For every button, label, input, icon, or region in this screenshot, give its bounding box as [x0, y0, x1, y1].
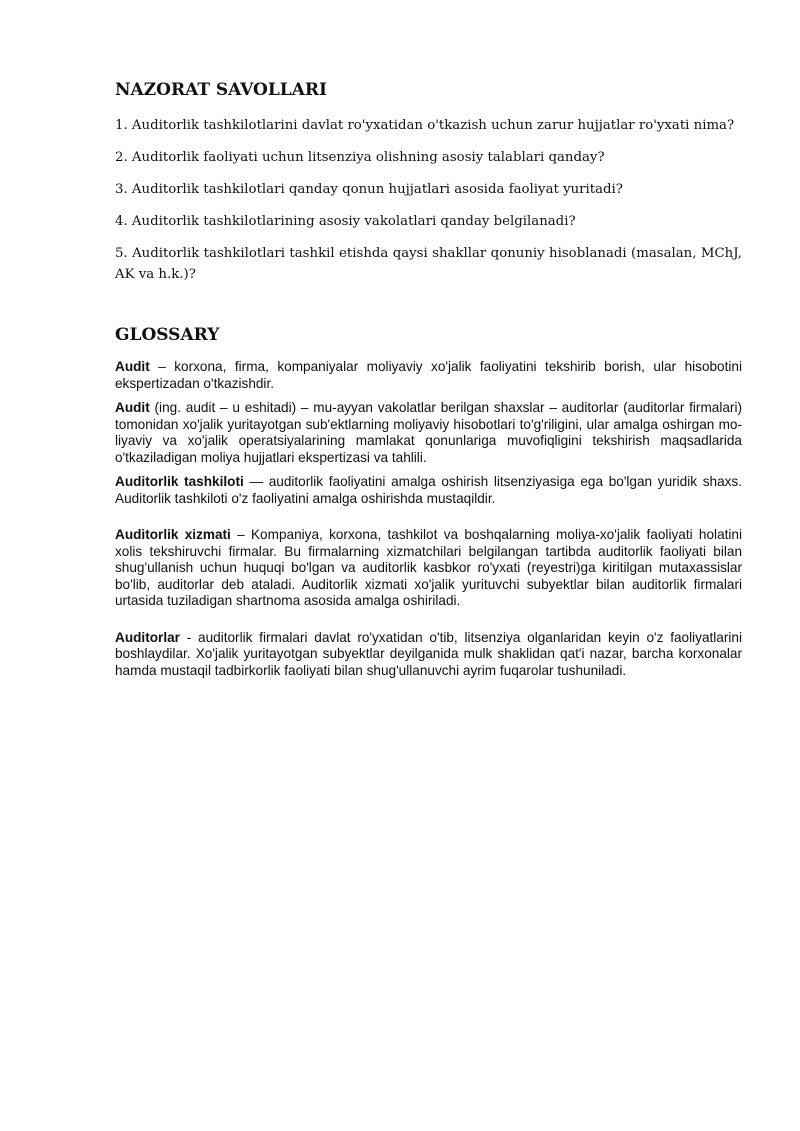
glossary-definition: - auditorlik firmalari davlat ro'yxatidan o'tib, litsenziya olganlaridan keyin o'z faoliyatlarini boshlaydilar. Xo'jalik yuritayotgan subyektlar deyilganida mulk shaklidan qat'i nazar, barcha korxonalar hamda mustaqil tadbirkorlik faoliyati bilan shug'ullanuvchi ayrim fuqarolar tushuniladi.	[115, 629, 742, 678]
question-item: 1. Auditorlik tashkilotlarini davlat ro'yxatidan o'tkazish uchun zarur hujjatlar ro'yxati nima?	[115, 118, 735, 133]
glossary-term: Audit	[115, 400, 150, 415]
glossary-entry	[115, 400, 742, 466]
glossary-entry	[115, 527, 742, 610]
glossary-term: Auditorlik tashkiloti	[115, 474, 244, 489]
glossary-definition: – Kompaniya, korxona, tashkilot va boshqalarning moliya-xo'jalik faoliyati holatini xolis tekshiruvchi firmalar. Bu firmalarning xizmatchilari belgilangan tartibda auditorlik faoliyati bilan shug'ullanish uchun huquqi bo'lgan va auditorlik kasbkor ro'yxati (reyestri)ga kiritilgan mutaxassislar bo'lib, auditorlar deb ataladi. Auditorlik xizmati xo'jalik yurituvchi subyektlar bilan auditorlik firmalari urtasida tuziladigan shartnoma asosida amalga oshiriladi.	[115, 527, 743, 608]
glossary-definition: (ing. audit – u eshitadi) – mu-ayyan vakolatlar berilgan shaxslar – auditorlar (auditorlar firmalari) tomonidan xo'jalik yuritayotgan sub'ektlarning moliyaviy hisobotlari to'g'riligini, ular amalga oshirgan mo-liyaviy va xo'jalik operatsiyalarining mamlakat qonunlariga muvofiqligini tekshirish maqsadlarida o'tkaziladigan moliya hujjatlari ekspertizasi va tahlili.	[115, 400, 742, 465]
glossary-entry	[115, 630, 742, 680]
question-item: 5. Auditorlik tashkilotlari tashkil etishda qaysi shakllar qonuniy hisoblanadi (masalan, MChJ, AK va h.k.)?	[115, 246, 742, 282]
glossary-entry	[115, 359, 742, 392]
question-item: 2. Auditorlik faoliyati uchun litsenziya olishning asosiy talablari qanday?	[115, 150, 605, 165]
glossary-list	[115, 359, 742, 679]
glossary-term: Auditorlar	[115, 629, 180, 645]
glossary-term: Auditorlik xizmati	[115, 527, 231, 542]
question-item: 3. Auditorlik tashkilotlari qanday qonun hujjatlari asosida faoliyat yuritadi?	[115, 182, 623, 197]
glossary-term: Audit	[115, 359, 150, 374]
glossary-entry	[115, 474, 742, 507]
section-heading-nazorat: NAZORAT SAVOLLARI	[115, 80, 328, 100]
glossary-definition: — auditorlik faoliyatini amalga oshirish litsenziyasiga ega bo'lgan yuridik shaxs. Auditorlik tashkiloti o'z faoliyatini amalga oshirishda mustaqildir.	[115, 474, 743, 506]
control-questions-list	[115, 115, 742, 296]
question-item: 4. Auditorlik tashkilotlarining asosiy vakolatlari qanday belgilanadi?	[115, 214, 576, 229]
section-heading-glossary: GLOSSARY	[115, 325, 220, 345]
glossary-definition: – korxona, firma, kompaniyalar moliyaviy xo'jalik faoliyatini tekshirib borish, ular hisobotini ekspertizadan o'tkazishdir.	[115, 359, 742, 391]
